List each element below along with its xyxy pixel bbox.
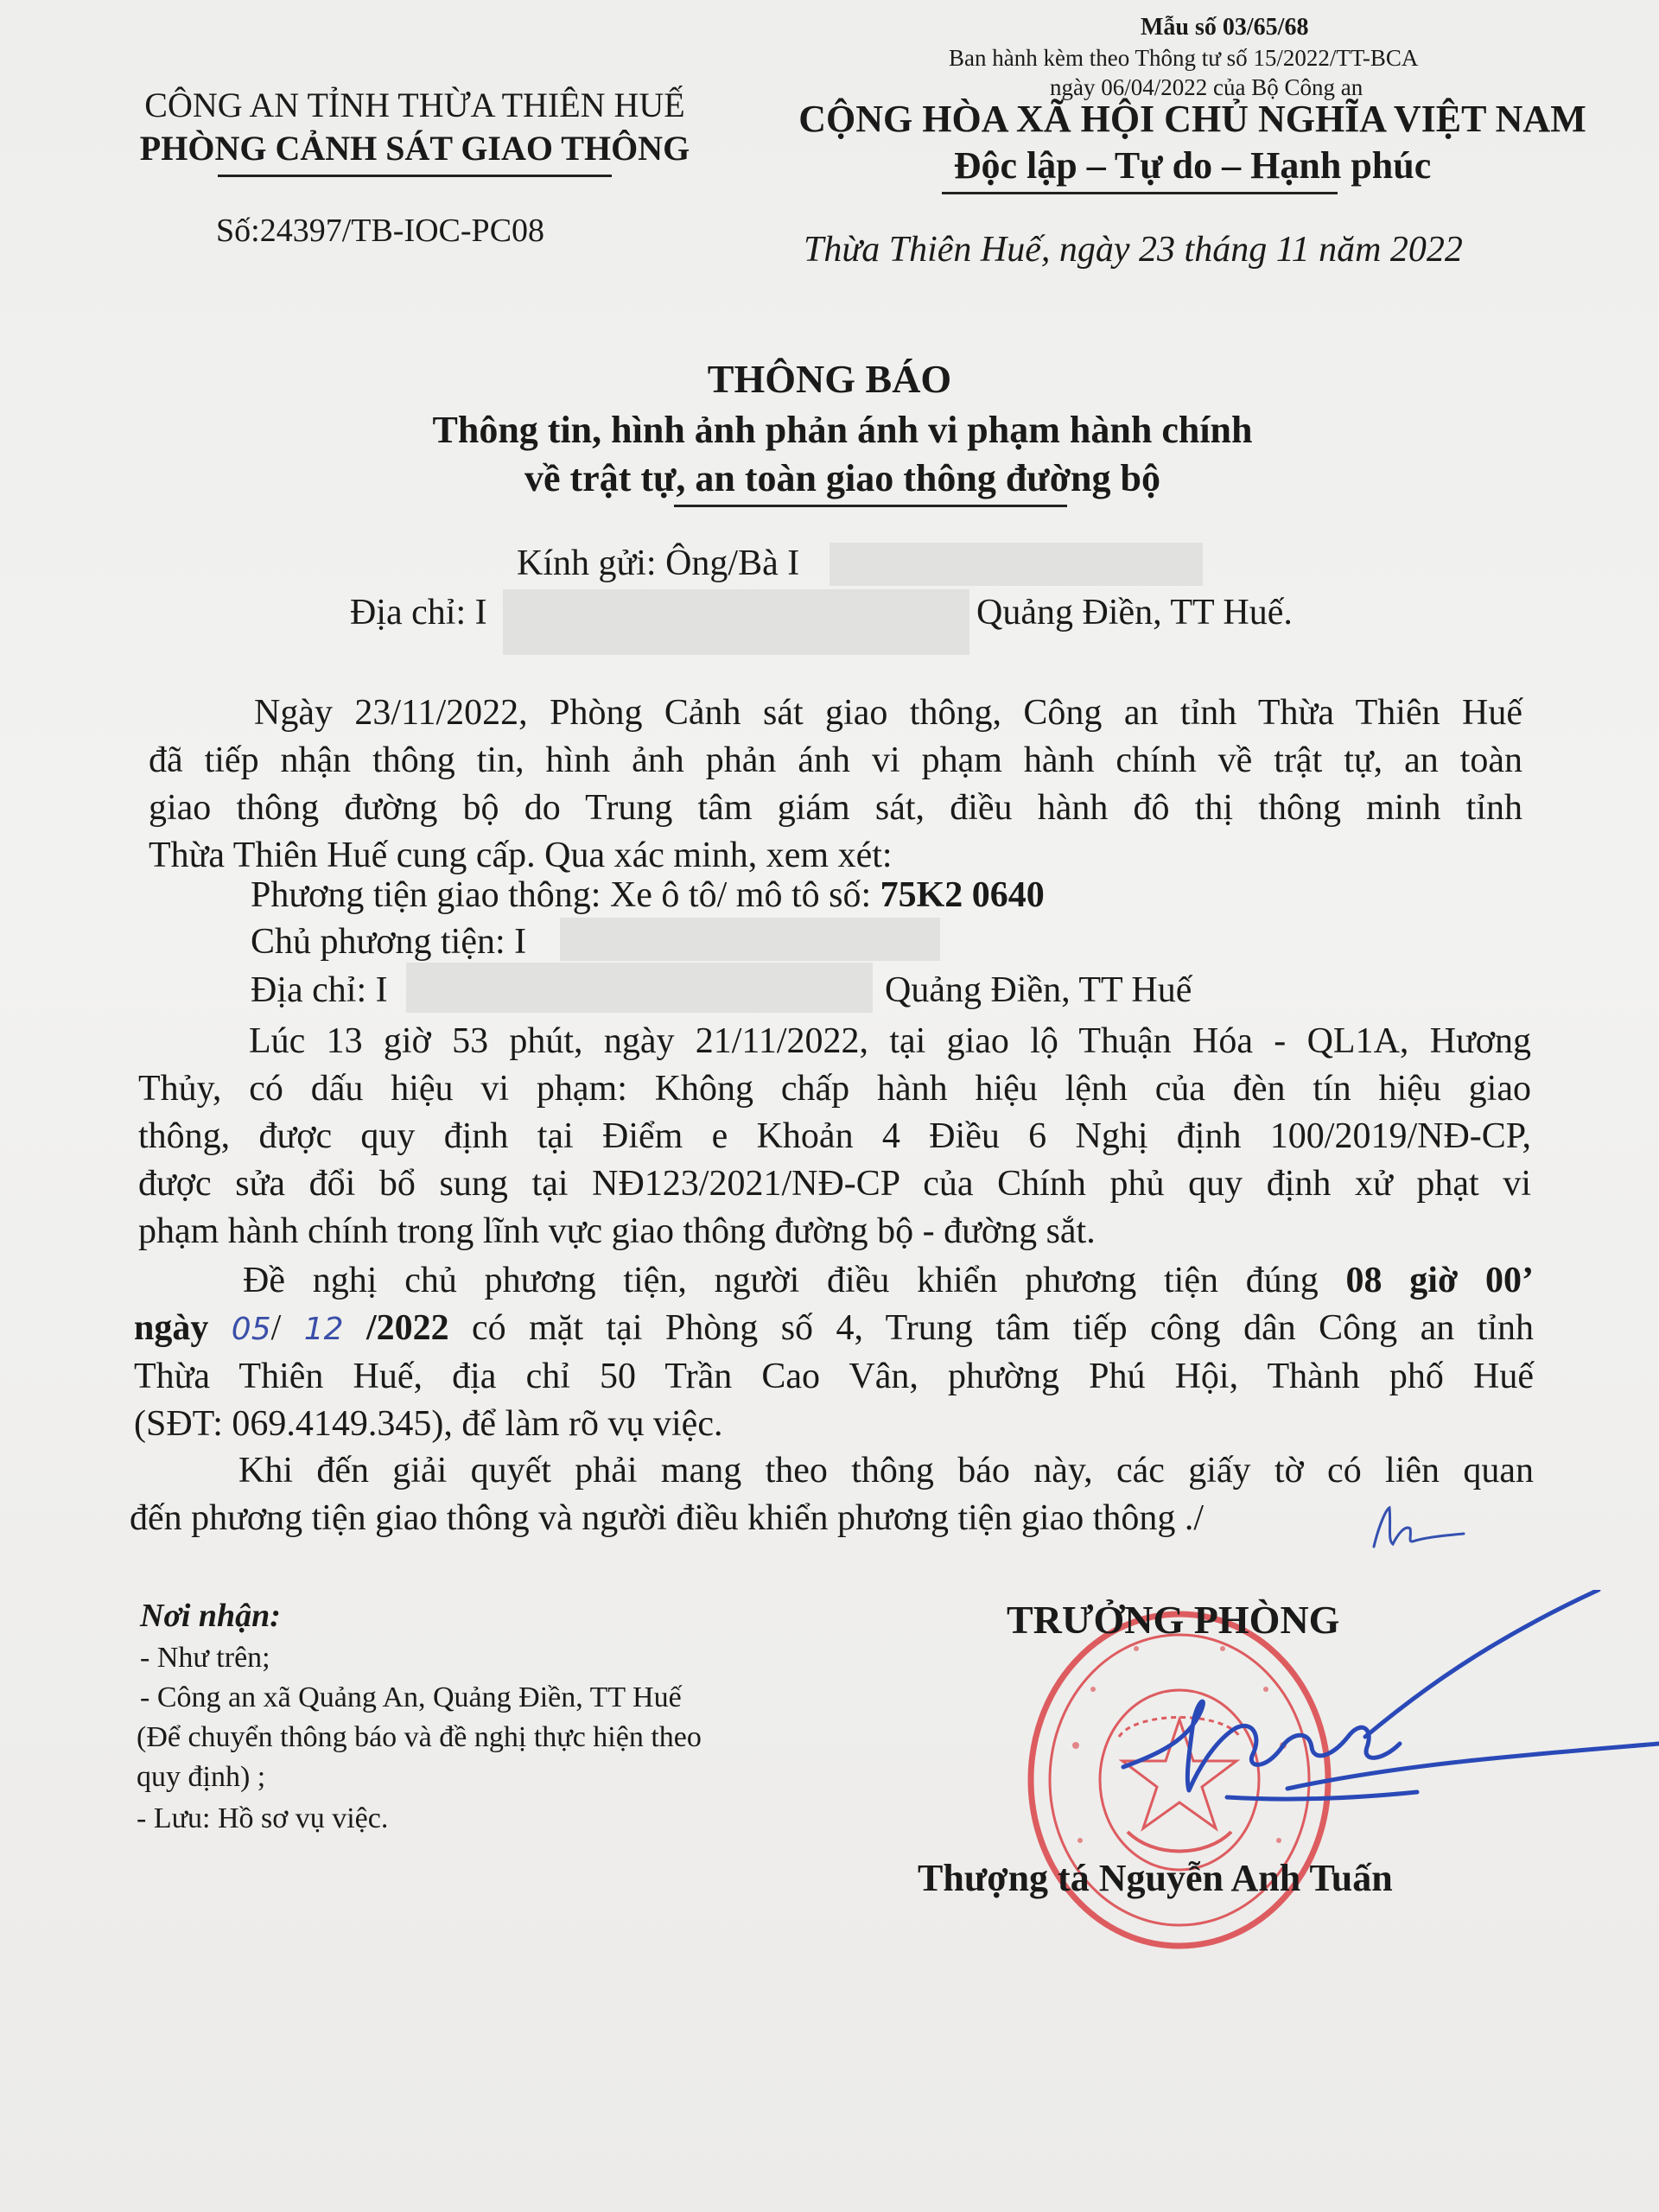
vehicle-plate: 75K2 0640 xyxy=(880,875,1045,915)
recipients-line: - Lưu: Hồ sơ vụ việc. xyxy=(137,1802,389,1834)
paragraph-line: Khi đến giải quyết phải mang theo thông báo này, các giấy tờ có liên quan xyxy=(238,1451,1534,1491)
signatory-name: Thượng tá Nguyễn Anh Tuấn xyxy=(918,1857,1393,1899)
summons-text: Đề nghị chủ phương tiện, người điều khiển phương tiện đúng xyxy=(243,1261,1346,1300)
recipients-line: quy định) ; xyxy=(137,1761,266,1793)
summons-date-label: ngày xyxy=(134,1308,232,1348)
redacted-owner xyxy=(560,918,940,961)
paragraph-requirements xyxy=(130,1447,1534,1542)
summons-time: 08 giờ 00’ xyxy=(1345,1261,1535,1300)
document-number: Số:24397/TB-IOC-PC08 xyxy=(216,213,545,249)
paragraph-line: Thừa Thiên Huế, địa chỉ 50 Trần Cao Vân, phường Phú Hội, Thành phố Huế xyxy=(134,1357,1534,1396)
paragraph-line: đến phương tiện giao thông và người điều khiển phương tiện giao thông ./ xyxy=(130,1498,1205,1538)
paragraph-line: Thừa Thiên Huế cung cấp. Qua xác minh, xem xét: xyxy=(149,836,893,875)
recipients-line: - Như trên; xyxy=(140,1642,270,1674)
paragraph-line: thông, được quy định tại Điểm e Khoản 4 Điều 6 Nghị định 100/2019/NĐ-CP, xyxy=(138,1116,1531,1156)
summons-date-separator: / xyxy=(270,1308,304,1348)
form-number: Mẫu số 03/65/68 xyxy=(1141,14,1309,41)
motto-underline xyxy=(942,192,1338,194)
redacted-name xyxy=(830,543,1203,586)
paragraph-line: giao thông đường bộ do Trung tâm giám sát, điều hành đô thị thông minh tỉnh xyxy=(149,788,1522,828)
recipients-line: (Để chuyển thông báo và đề nghị thực hiện theo xyxy=(137,1721,702,1753)
recipient-address-tail: Quảng Điền, TT Huế. xyxy=(976,593,1293,632)
summons-month-handwritten: 12 xyxy=(303,1312,344,1347)
paragraph-line: Ngày 23/11/2022, Phòng Cảnh sát giao thông, Công an tỉnh Thừa Thiên Huế xyxy=(254,693,1522,733)
paragraph-line xyxy=(243,1257,1534,1305)
paragraph-line: (SĐT: 069.4149.345), để làm rõ vụ việc. xyxy=(134,1404,723,1444)
national-title: CỘNG HÒA XÃ HỘI CHỦ NGHĨA VIỆT NAM xyxy=(798,98,1586,140)
form-issuance-line: Ban hành kèm theo Thông tư số 15/2022/TT-BCA xyxy=(949,45,1419,71)
paragraph-summons xyxy=(134,1257,1534,1448)
redacted-address xyxy=(503,589,969,655)
recipients-title: Nơi nhận: xyxy=(140,1598,281,1634)
paragraph-line: được sửa đổi bổ sung tại NĐ123/2021/NĐ-CP của Chính phủ quy định xử phạt vi xyxy=(138,1164,1531,1204)
recipient-address-label: Địa chỉ: I xyxy=(350,593,487,632)
owner-address-label: Địa chỉ: I xyxy=(251,970,388,1010)
summons-day-handwritten: 05 xyxy=(231,1312,271,1347)
summons-location: có mặt tại Phòng số 4, Trung tâm tiếp công dân Công an tỉnh xyxy=(448,1308,1534,1348)
document-subtitle-line1: Thông tin, hình ảnh phản ánh vi phạm hành chính xyxy=(432,409,1253,451)
paragraph-line: Lúc 13 giờ 53 phút, ngày 21/11/2022, tại giao lộ Thuận Hóa - QL1A, Hương xyxy=(249,1021,1531,1061)
vehicle-owner-label: Chủ phương tiện: I xyxy=(251,922,527,962)
vehicle-info xyxy=(251,874,1045,916)
owner-address-tail: Quảng Điền, TT Huế xyxy=(885,970,1192,1010)
signatory-title: TRƯỞNG PHÒNG xyxy=(1007,1598,1340,1642)
recipients-line: - Công an xã Quảng An, Quảng Điền, TT Huế xyxy=(140,1681,682,1713)
agency-department: PHÒNG CẢNH SÁT GIAO THÔNG xyxy=(139,129,690,168)
agency-underline xyxy=(218,175,612,177)
place-and-date: Thừa Thiên Huế, ngày 23 tháng 11 năm 2022 xyxy=(804,230,1463,270)
paragraph-line: phạm hành chính trong lĩnh vực giao thông đường bộ - đường sắt. xyxy=(138,1211,1096,1251)
vehicle-label: Phương tiện giao thông: Xe ô tô/ mô tô số: xyxy=(251,875,880,915)
document-title: THÔNG BÁO xyxy=(707,357,952,401)
subtitle-underline xyxy=(674,505,1067,507)
paragraph-line xyxy=(134,1305,1534,1353)
paragraph-line: Thủy, có dấu hiệu vi phạm: Không chấp hành hiệu lệnh của đèn tín hiệu giao xyxy=(138,1069,1531,1109)
handwritten-initial xyxy=(1367,1499,1471,1560)
paragraph-intro xyxy=(149,690,1522,880)
redacted-owner-address xyxy=(406,963,873,1013)
agency-name: CÔNG AN TỈNH THỪA THIÊN HUẾ xyxy=(144,86,685,124)
form-issuance-date: ngày 06/04/2022 của Bộ Công an xyxy=(1050,74,1363,100)
document-subtitle-line2: về trật tự, an toàn giao thông đường bộ xyxy=(524,457,1160,499)
recipient-salutation: Kính gửi: Ông/Bà I xyxy=(517,543,800,583)
paragraph-line: đã tiếp nhận thông tin, hình ảnh phản ánh vi phạm hành chính về trật tự, an toàn xyxy=(149,741,1522,780)
national-motto: Độc lập – Tự do – Hạnh phúc xyxy=(953,144,1432,187)
handwritten-signature-icon xyxy=(1106,1590,1659,1840)
summons-year: /2022 xyxy=(343,1308,449,1348)
paragraph-violation xyxy=(138,1018,1531,1255)
